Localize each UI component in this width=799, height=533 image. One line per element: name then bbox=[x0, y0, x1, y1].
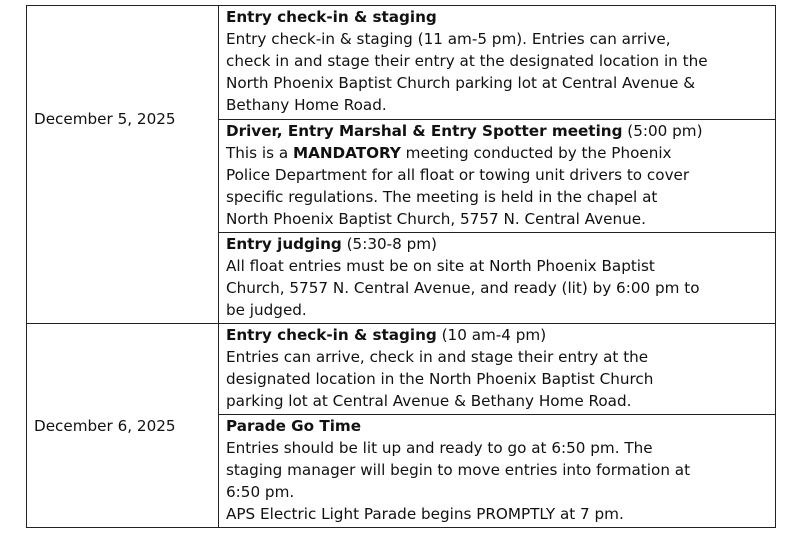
event-text-line: be judged. bbox=[226, 301, 307, 319]
event-time: (5:00 pm) bbox=[622, 122, 703, 140]
event-text-line: parking lot at Central Avenue & Bethany Home Road. bbox=[226, 392, 632, 410]
event-text-line: designated location in the North Phoenix Baptist Church bbox=[226, 370, 654, 388]
event-heading bbox=[226, 324, 653, 346]
row-date: December 5, 2025 bbox=[34, 110, 176, 128]
event-heading bbox=[226, 233, 700, 255]
event-heading bbox=[226, 120, 703, 142]
event-title: Entry judging bbox=[226, 235, 342, 253]
event-text-line: Entries should be lit up and ready to go at 6:50 pm. The bbox=[226, 439, 653, 457]
event-text-line: North Phoenix Baptist Church, 5757 N. Central Avenue. bbox=[226, 210, 646, 228]
event-title: Entry check-in & staging bbox=[226, 8, 437, 26]
event-text-line: APS Electric Light Parade begins PROMPTLY at 7 pm. bbox=[226, 505, 624, 523]
event-text-line bbox=[226, 142, 703, 164]
event-cell bbox=[226, 6, 708, 116]
event-text-line: North Phoenix Baptist Church parking lot at Central Avenue & bbox=[226, 74, 696, 92]
text-segment: meeting conducted by the Phoenix bbox=[400, 144, 672, 162]
event-title: Parade Go Time bbox=[226, 417, 362, 435]
event-text-line: Entries can arrive, check in and stage their entry at the bbox=[226, 348, 649, 366]
row-date: December 6, 2025 bbox=[34, 417, 176, 435]
mandatory-emphasis: MANDATORY bbox=[292, 144, 401, 162]
event-time: (5:30-8 pm) bbox=[341, 235, 437, 253]
event-text-line: Entry check-in & staging (11 am-5 pm). Entries can arrive, bbox=[226, 30, 671, 48]
event-heading bbox=[226, 6, 708, 28]
event-text-line: 6:50 pm. bbox=[226, 483, 295, 501]
event-time: (10 am-4 pm) bbox=[436, 326, 547, 344]
event-text-line: check in and stage their entry at the designated location in the bbox=[226, 52, 708, 70]
event-title: Entry check-in & staging bbox=[226, 326, 437, 344]
event-cell bbox=[226, 415, 690, 525]
event-cell bbox=[226, 233, 700, 321]
table-left-border bbox=[26, 5, 27, 528]
event-cell bbox=[226, 120, 703, 230]
table-bottom-border bbox=[26, 527, 776, 528]
event-text-line: All float entries must be on site at North Phoenix Baptist bbox=[226, 257, 655, 275]
event-text-line: Church, 5757 N. Central Avenue, and ready (lit) by 6:00 pm to bbox=[226, 279, 700, 297]
event-text-line: specific regulations. The meeting is held in the chapel at bbox=[226, 188, 658, 206]
event-cell bbox=[226, 324, 653, 412]
event-text-line: Police Department for all float or towing unit drivers to cover bbox=[226, 166, 690, 184]
column-divider bbox=[218, 5, 219, 528]
event-text-line: Bethany Home Road. bbox=[226, 96, 387, 114]
event-heading bbox=[226, 415, 690, 437]
text-segment: This is a bbox=[226, 144, 293, 162]
event-text-line: staging manager will begin to move entries into formation at bbox=[226, 461, 691, 479]
table-right-border bbox=[775, 5, 776, 528]
event-title: Driver, Entry Marshal & Entry Spotter meeting bbox=[226, 122, 623, 140]
